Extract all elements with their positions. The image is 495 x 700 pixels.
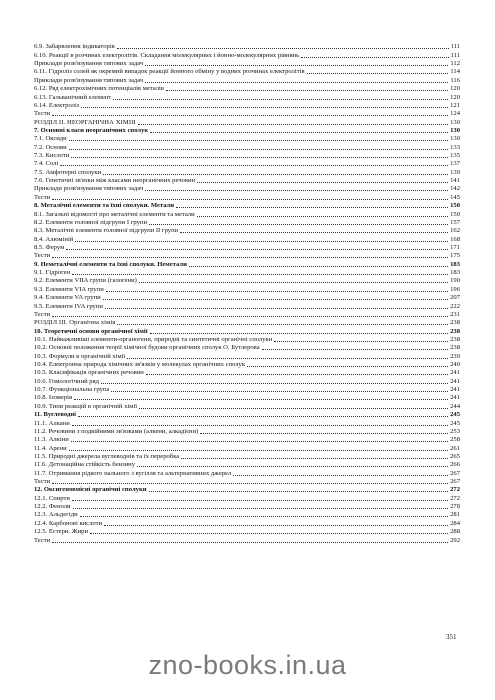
- toc-entry-title: 9.3. Елементи VIA групи: [34, 285, 104, 293]
- toc-entry: [34, 219, 460, 227]
- toc-entry: [34, 43, 460, 51]
- dot-leader: [127, 358, 448, 359]
- toc-entry: [34, 444, 460, 452]
- toc-entry-page: 261: [450, 444, 460, 452]
- dot-leader: [139, 282, 448, 283]
- toc-entry: [34, 244, 460, 252]
- toc-entry: [34, 311, 460, 319]
- toc-entry: [34, 227, 460, 235]
- toc-entry-page: 267: [450, 469, 460, 477]
- toc-entry-title: 6.14. Електроліз: [34, 101, 80, 109]
- dot-leader: [72, 425, 448, 426]
- toc-entry-title: 7.3. Кислоти: [34, 152, 70, 160]
- toc-entry-title: 10.7. Функціональна група: [34, 386, 110, 394]
- toc-entry-title: 10.8. Ізомерія: [34, 394, 73, 402]
- toc-entry-page: 145: [450, 193, 460, 201]
- dot-leader: [176, 207, 448, 208]
- toc-entry: [34, 285, 460, 293]
- toc-entry-page: 281: [450, 511, 460, 519]
- toc-entry-title: 11. Вуглеводні: [34, 411, 77, 419]
- dot-leader: [146, 374, 448, 375]
- toc-entry-title: 12.2. Феноли: [34, 503, 71, 511]
- toc-entry-page: 124: [450, 110, 460, 118]
- toc-entry-page: 258: [450, 436, 460, 444]
- toc-entry: [34, 160, 460, 168]
- toc-entry-title: 7.4. Солі: [34, 160, 59, 168]
- toc-entry-title: Тести: [34, 310, 51, 318]
- toc-entry: [34, 344, 460, 352]
- toc-section-heading: [34, 319, 460, 327]
- toc-entry: [34, 494, 460, 502]
- toc-entry-title: 10.9. Типи реакцій в органічній хімії: [34, 402, 138, 410]
- toc-entry-title: 10.4. Електронна природа хімічних зв'язків у молекулах органічних сполук: [34, 361, 246, 369]
- dot-leader: [80, 516, 449, 517]
- toc-entry-page: 183: [450, 269, 460, 277]
- dot-leader: [52, 115, 448, 116]
- dot-leader: [233, 475, 448, 476]
- toc-entry-page: 240: [450, 361, 460, 369]
- dot-leader: [69, 149, 448, 150]
- toc-entry-page: 231: [450, 310, 460, 318]
- toc-entry-title: 11.4. Арени: [34, 444, 67, 452]
- toc-entry-page: 111: [450, 51, 460, 59]
- toc-entry-title: 9.5. Елементи IVA групи: [34, 302, 103, 310]
- dot-leader: [101, 383, 448, 384]
- toc-entry: [34, 428, 460, 436]
- dot-leader: [104, 525, 448, 526]
- dot-leader: [66, 249, 448, 250]
- toc-entry: [34, 453, 460, 461]
- toc-entry: [34, 327, 460, 335]
- toc-entry-page: 241: [450, 386, 460, 394]
- toc-entry: [34, 461, 460, 469]
- toc-entry-title: 7.6. Генетичні зв'язки між класами неорганічних речовин: [34, 177, 196, 185]
- toc-entry: [34, 402, 460, 410]
- toc-entry-title: 8. Металічні елементи та їхні сполуки. Метали: [34, 202, 175, 210]
- toc-entry-page: 121: [450, 101, 460, 109]
- toc-entry-title: Тести: [34, 478, 51, 486]
- dot-leader: [189, 266, 448, 267]
- toc-entry-page: 162: [450, 227, 460, 235]
- toc-entry-title: 7. Основні класи неорганічних сполук: [34, 126, 149, 134]
- toc-entry: [34, 294, 460, 302]
- toc-entry: [34, 536, 460, 544]
- toc-entry-page: 168: [450, 235, 460, 243]
- toc-entry: [34, 135, 460, 143]
- dot-leader: [200, 433, 448, 434]
- page-number: 351: [446, 633, 457, 641]
- toc-section-heading: [34, 118, 460, 126]
- dot-leader: [197, 182, 448, 183]
- toc-entry-page: 288: [450, 528, 460, 536]
- toc-entry-page: 239: [450, 352, 460, 360]
- toc-entry-page: 284: [450, 519, 460, 527]
- toc-entry: [34, 260, 460, 268]
- toc-entry-page: 150: [450, 202, 460, 210]
- toc-entry-title: 6.11. Гідроліз солей як окремий випадок реакції йонного обміну у водних розчинах електролітів: [34, 68, 305, 76]
- toc-entry-title: 6.12. Ряд електрохімічних потенціалів металів: [34, 85, 164, 93]
- dot-leader: [247, 366, 448, 367]
- dot-leader: [71, 157, 448, 158]
- toc-entry-title: РОЗДІЛ ІІ. НЕОРГАНІЧНА ХІМІЯ: [34, 118, 136, 126]
- toc-entry-title: 8.1. Загальні відомості про металічні елементи та метали: [34, 210, 195, 218]
- dot-leader: [52, 316, 448, 317]
- toc-entry-page: 130: [450, 118, 460, 126]
- toc-entry-page: 241: [450, 394, 460, 402]
- dot-leader: [52, 257, 448, 258]
- toc-entry: [34, 419, 460, 427]
- dot-leader: [52, 483, 448, 484]
- toc-entry-title: 10.2. Основні положення теорії хімічної будови органічних сполук О. Бутлерова: [34, 344, 260, 352]
- dot-leader: [137, 466, 448, 467]
- toc-entry-page: 183: [450, 260, 460, 268]
- toc-entry: [34, 51, 460, 59]
- toc-entry-title: 12.4. Карбонові кислоти: [34, 519, 103, 527]
- toc-entry: [34, 235, 460, 243]
- toc-entry-page: 150: [450, 210, 460, 218]
- toc-entry: [34, 85, 460, 93]
- toc-entry: [34, 202, 460, 210]
- toc-entry-page: 222: [450, 302, 460, 310]
- toc-entry-page: 266: [450, 461, 460, 469]
- toc-entry-page: 111: [450, 43, 460, 51]
- toc-entry-title: 10.1. Найважливіші елементи-органогени, природні та синтетичні органічні сполуки: [34, 335, 273, 343]
- toc-entry: [34, 411, 460, 419]
- toc-entry: [34, 76, 460, 84]
- dot-leader: [60, 165, 448, 166]
- toc-entry-title: 11.2. Речовини з подвійними зв'язками (алкени, алкадієни): [34, 427, 199, 435]
- toc-entry-page: 114: [450, 68, 460, 76]
- dot-leader: [69, 140, 448, 141]
- toc-entry: [34, 519, 460, 527]
- dot-leader: [181, 458, 448, 459]
- toc-entry: [34, 478, 460, 486]
- toc-entry-page: 133: [450, 143, 460, 151]
- toc-entry-page: 272: [450, 494, 460, 502]
- toc-entry-title: 8.4. Алюміній: [34, 235, 74, 243]
- dot-leader: [73, 508, 449, 509]
- toc-entry-page: 238: [450, 335, 460, 343]
- dot-leader: [106, 291, 448, 292]
- toc-entry: [34, 60, 460, 68]
- toc-entry-page: 141: [450, 177, 460, 185]
- toc-entry: [34, 486, 460, 494]
- dot-leader: [81, 107, 448, 108]
- toc-entry-title: 12. Оксигеновмісні органічні сполуки: [34, 486, 147, 494]
- toc-entry: [34, 177, 460, 185]
- toc-entry-page: 245: [450, 411, 460, 419]
- toc-entry-title: 9.2. Елементи VIIA групи (галогени): [34, 277, 137, 285]
- toc-entry-page: 116: [450, 76, 460, 84]
- toc-entry-title: 11.7. Отримання рідкого пального з вугілля та альтернативних джерел: [34, 469, 232, 477]
- toc-entry-page: 267: [450, 478, 460, 486]
- toc-entry-page: 238: [450, 319, 460, 327]
- dot-leader: [180, 232, 448, 233]
- toc-entry: [34, 68, 460, 76]
- dot-leader: [69, 450, 448, 451]
- dot-leader: [274, 341, 448, 342]
- toc-entry-title: Тести: [34, 252, 51, 260]
- toc-entry-title: Приклади розв'язування типових задач: [34, 76, 144, 84]
- toc-entry-page: 130: [450, 126, 460, 134]
- toc-entry-title: 6.9. Забарвлення індикаторів: [34, 43, 115, 51]
- toc-entry-title: 12.1. Спирти: [34, 494, 70, 502]
- toc-entry-page: 135: [450, 152, 460, 160]
- toc-entry-page: 253: [450, 427, 460, 435]
- toc-entry-page: 265: [450, 452, 460, 460]
- toc-entry: [34, 193, 460, 201]
- dot-leader: [307, 73, 449, 74]
- toc-entry: [34, 336, 460, 344]
- dot-leader: [71, 441, 448, 442]
- toc-entry: [34, 143, 460, 151]
- toc-entry: [34, 185, 460, 193]
- toc-entry-title: Тести: [34, 193, 51, 201]
- toc-entry: [34, 503, 460, 511]
- toc-entry-page: 120: [450, 93, 460, 101]
- toc-entry: [34, 210, 460, 218]
- dot-leader: [105, 308, 448, 309]
- dot-leader: [52, 542, 448, 543]
- toc-entry-page: 157: [450, 218, 460, 226]
- dot-leader: [145, 82, 448, 83]
- toc-entry: [34, 469, 460, 477]
- dot-leader: [75, 241, 448, 242]
- toc-entry-page: 137: [450, 160, 460, 168]
- toc-entry-page: 241: [450, 377, 460, 385]
- toc-entry-title: 6.10. Реакції в розчинах електролітів. Складання молекулярних і йонно-молекулярних рівнянь: [34, 51, 300, 59]
- toc-entry-page: 207: [450, 294, 460, 302]
- toc-entry-title: 12.3. Альдегіди: [34, 511, 78, 519]
- toc-entry-title: 9. Неметалічні елементи та їхні сполуки. Неметали: [34, 260, 187, 268]
- dot-leader: [90, 533, 448, 534]
- toc-entry-page: 196: [450, 285, 460, 293]
- toc-entry-title: 11.1. Алкани: [34, 419, 70, 427]
- dot-leader: [150, 132, 448, 133]
- dot-leader: [145, 190, 448, 191]
- toc-entry-title: 11.3. Алкіни: [34, 436, 69, 444]
- table-of-contents: [34, 43, 460, 545]
- dot-leader: [149, 491, 449, 492]
- toc-entry-title: 7.2. Основи: [34, 143, 67, 151]
- dot-leader: [262, 349, 448, 350]
- dot-leader: [74, 399, 448, 400]
- toc-entry-title: Тести: [34, 536, 51, 544]
- watermark: zno-books.in.ua: [148, 650, 347, 680]
- toc-entry: [34, 110, 460, 118]
- toc-entry-title: 9.1. Гідроген: [34, 269, 71, 277]
- toc-entry-page: 245: [450, 419, 460, 427]
- toc-entry: [34, 386, 460, 394]
- toc-entry: [34, 102, 460, 110]
- toc-entry-title: 8.5. Ферум: [34, 243, 65, 251]
- toc-entry-title: 10.6. Гомологічний ряд: [34, 377, 99, 385]
- dot-leader: [117, 324, 448, 325]
- toc-entry-page: 272: [450, 486, 460, 494]
- toc-entry-title: 6.13. Гальванічний елемент: [34, 93, 112, 101]
- dot-leader: [145, 65, 448, 66]
- toc-entry-title: 7.5. Амфотерні сполуки: [34, 168, 102, 176]
- toc-entry: [34, 93, 460, 101]
- toc-entry-title: Приклади розв'язування типових задач: [34, 185, 144, 193]
- toc-entry-title: 12.5. Естери. Жири: [34, 528, 88, 536]
- toc-entry: [34, 152, 460, 160]
- dot-leader: [72, 274, 448, 275]
- toc-entry-page: 238: [450, 327, 460, 335]
- toc-entry-title: 10.5. Класифікація органічних речовин: [34, 369, 144, 377]
- toc-entry: [34, 252, 460, 260]
- toc-entry-page: 278: [450, 503, 460, 511]
- toc-entry-page: 139: [450, 168, 460, 176]
- toc-entry: [34, 352, 460, 360]
- dot-leader: [78, 416, 448, 417]
- toc-entry-page: 244: [450, 402, 460, 410]
- toc-entry: [34, 377, 460, 385]
- toc-entry-title: 8.2. Елементи головної підгрупи І групи: [34, 218, 147, 226]
- toc-entry-page: 238: [450, 344, 460, 352]
- dot-leader: [103, 174, 448, 175]
- toc-entry-page: 171: [450, 243, 460, 251]
- toc-entry-title: 8.3. Металічні елементи головної підгрупи ІІ групи: [34, 227, 179, 235]
- dot-leader: [197, 216, 448, 217]
- dot-leader: [150, 333, 449, 334]
- toc-entry-title: 11.5. Природні джерела вуглеводнів та їх переробка: [34, 452, 180, 460]
- dot-leader: [139, 408, 448, 409]
- toc-entry-title: РОЗДІЛ ІІІ. Органічна хімія: [34, 319, 116, 327]
- dot-leader: [72, 500, 448, 501]
- toc-entry-page: 120: [450, 85, 460, 93]
- dot-leader: [138, 124, 448, 125]
- toc-entry: [34, 277, 460, 285]
- toc-entry-title: Приклади розв'язування типових задач: [34, 60, 144, 68]
- dot-leader: [113, 99, 448, 100]
- toc-entry: [34, 511, 460, 519]
- dot-leader: [166, 90, 448, 91]
- dot-leader: [52, 199, 448, 200]
- toc-entry-page: 175: [450, 252, 460, 260]
- toc-entry: [34, 127, 460, 135]
- toc-entry: [34, 369, 460, 377]
- toc-entry-page: 112: [450, 60, 460, 68]
- toc-entry: [34, 361, 460, 369]
- toc-entry-title: 9.4. Елементи VA групи: [34, 294, 101, 302]
- toc-entry-page: 190: [450, 277, 460, 285]
- dot-leader: [301, 57, 448, 58]
- toc-entry: [34, 168, 460, 176]
- toc-entry-page: 130: [450, 135, 460, 143]
- toc-entry: [34, 269, 460, 277]
- toc-entry: [34, 436, 460, 444]
- toc-entry-page: 241: [450, 369, 460, 377]
- dot-leader: [149, 224, 448, 225]
- toc-entry: [34, 394, 460, 402]
- toc-entry-title: 10. Теоретичні основи органічної хімії: [34, 327, 148, 335]
- toc-entry-title: 10.3. Формули в органічній хімії: [34, 352, 126, 360]
- toc-entry-page: 292: [450, 536, 460, 544]
- toc-entry: [34, 302, 460, 310]
- toc-entry-title: 7.1. Оксиди: [34, 135, 67, 143]
- dot-leader: [111, 391, 448, 392]
- toc-entry-title: 11.6. Детонаційна стійкість бензину: [34, 461, 135, 469]
- toc-entry-title: Тести: [34, 110, 51, 118]
- toc-entry-page: 142: [450, 185, 460, 193]
- dot-leader: [117, 48, 449, 49]
- dot-leader: [103, 299, 448, 300]
- toc-entry: [34, 528, 460, 536]
